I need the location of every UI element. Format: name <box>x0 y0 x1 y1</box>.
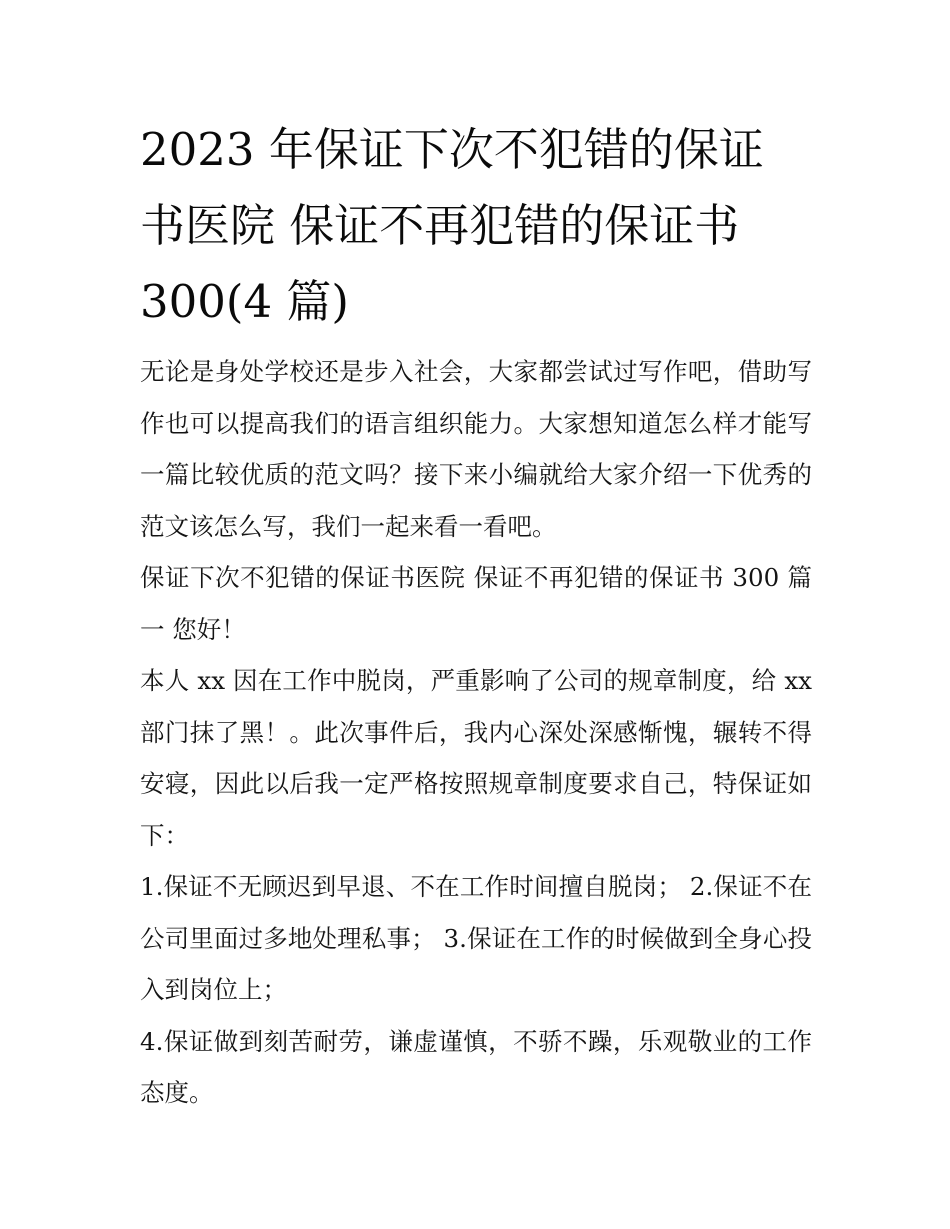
document-title <box>140 112 812 340</box>
intro-paragraph: 无论是身处学校还是步入社会，大家都尝试过写作吧，借助写作也可以提高我们的语言组织能力。大家想知道怎么样才能写一篇比较优质的范文吗？接下来小编就给大家介绍一下优秀的范文该怎么写，我们一起来看一看吧。 <box>140 357 812 541</box>
statement-paragraph: 本人 xx 因在工作中脱岗，严重影响了公司的规章制度，给 xx 部门抹了黑！。此次事件后，我内心深处深感惭愧，辗转不得安寝，因此以后我一定严格按照规章制度要求自己，特保证如下： <box>140 666 812 850</box>
title-line-1: 2023 年保证下次不犯错的保证 <box>140 123 764 176</box>
pledge-items-1-3: 1.保证不无顾迟到早退、不在工作时间擅自脱岗； 2.保证不在公司里面过多地处理私事； 3.保证在工作的时候做到全身心投入到岗位上； <box>140 872 812 1004</box>
pledge-item-4: 4.保证做到刻苦耐劳，谦虚谨慎，不骄不躁，乐观敬业的工作态度。 <box>140 1026 812 1107</box>
title-line-2: 书医院 保证不再犯错的保证书 <box>140 199 740 252</box>
document-body <box>140 112 812 1119</box>
subtitle-greeting-paragraph: 保证下次不犯错的保证书医院 保证不再犯错的保证书 300 篇一 您好！ <box>140 563 812 644</box>
title-line-3: 300(4 篇) <box>140 275 349 328</box>
